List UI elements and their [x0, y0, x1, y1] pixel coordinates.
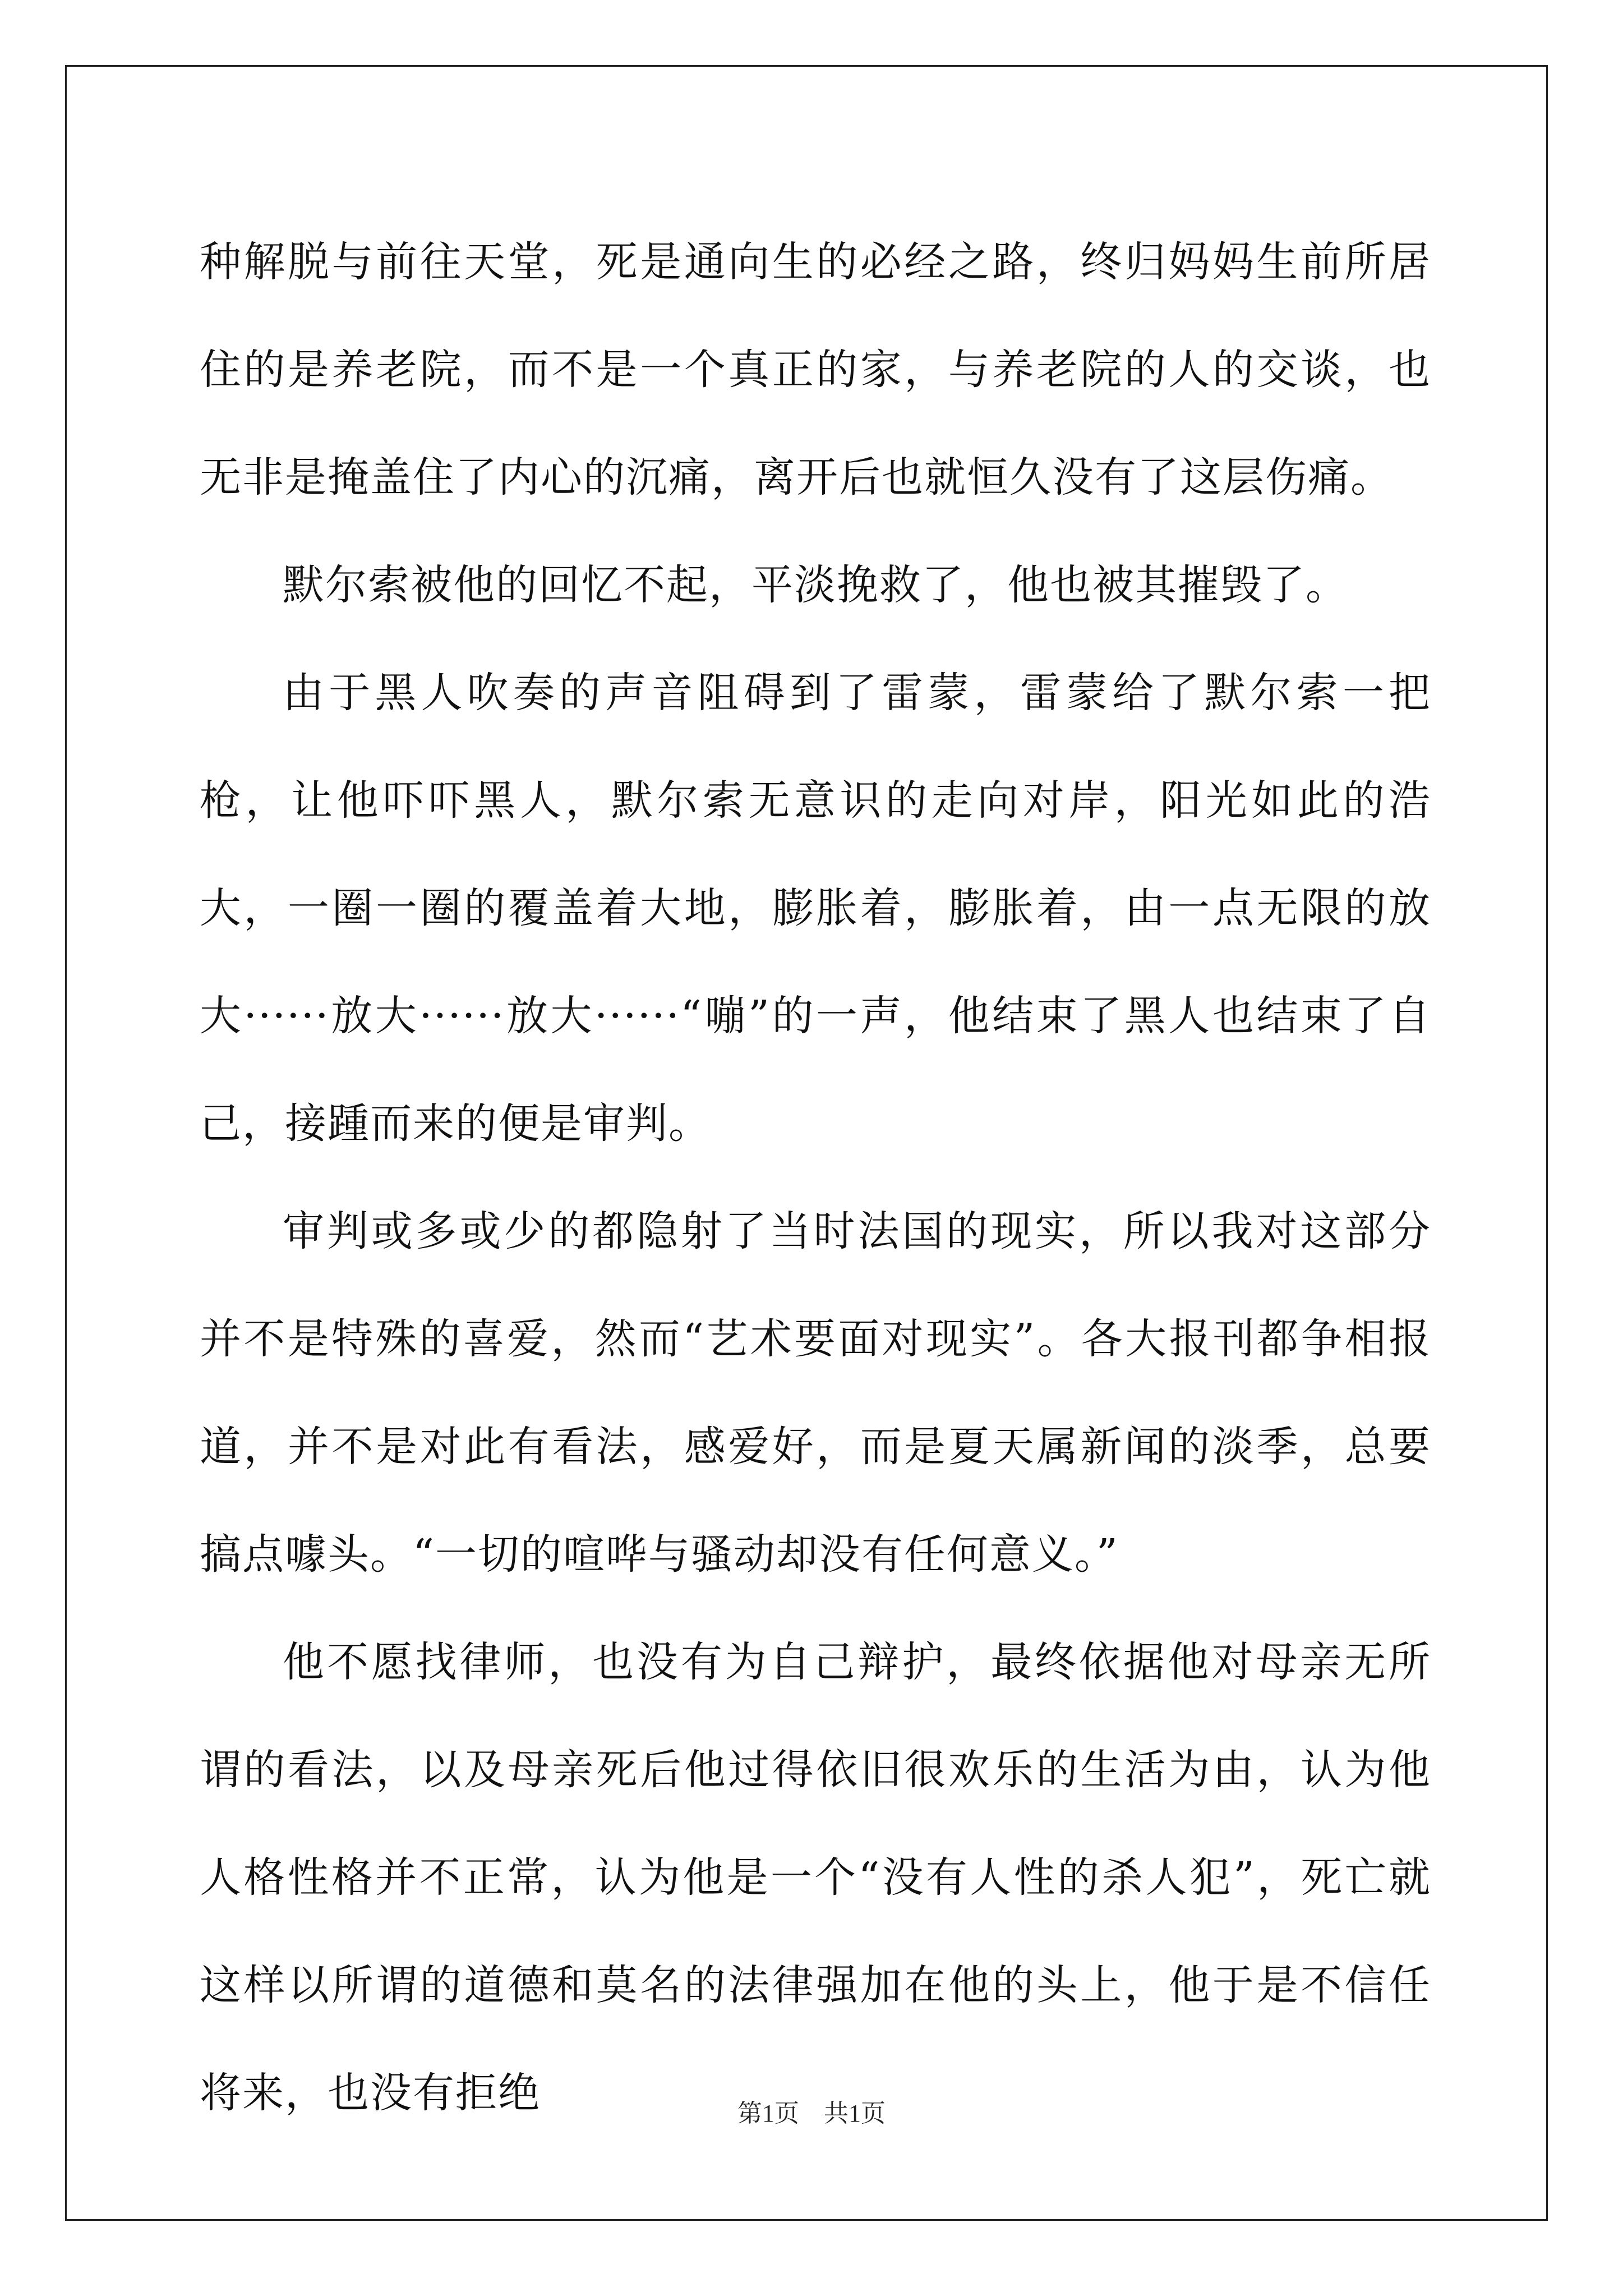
paragraph-3: 由于黑人吹奏的声音阻碍到了雷蒙，雷蒙给了默尔索一把枪，让他吓吓黑人，默尔索无意识的走向对岸，阳光如此的浩大，一圈一圈的覆盖着大地，膨胀着，膨胀着，由一点无限的放大······放大······放大······“嘣”的一声，他结束了黑人也结束了自己，接踵而来的便是审判。 — [200, 669, 1431, 1148]
paragraph-5: 他不愿找律师，也没有为自己辩护，最终依据他对母亲无所谓的看法，以及母亲死后他过得依旧很欢乐的生活为由，认为他人格性格并不正常，认为他是一个“没有人性的杀人犯”，死亡就这样以所谓的道德和莫名的法律强加在他的头上，他于是不信任将来，也没有拒绝 — [200, 1638, 1431, 2117]
paragraph-1: 种解脱与前往天堂，死是通向生的必经之路，终归妈妈生前所居住的是养老院，而不是一个真正的家，与养老院的人的交谈，也无非是掩盖住了内心的沉痛，离开后也就恒久没有了这层伤痛。 — [200, 238, 1431, 501]
paragraph-2: 默尔索被他的回忆不起，平淡挽救了，他也被其摧毁了。 — [283, 561, 1348, 609]
paragraph-4: 审判或多或少的都隐射了当时法国的现实，所以我对这部分并不是特殊的喜爱，然而“艺术要面对现实”。各大报刊都争相报道，并不是对此有看法，感爱好，而是夏天属新闻的淡季，总要搞点噱头。“一切的喧哗与骚动却没有任何意义。” — [200, 1207, 1431, 1579]
page-footer: 第1页 共1页 — [737, 2100, 886, 2127]
document-body — [200, 208, 1431, 2147]
